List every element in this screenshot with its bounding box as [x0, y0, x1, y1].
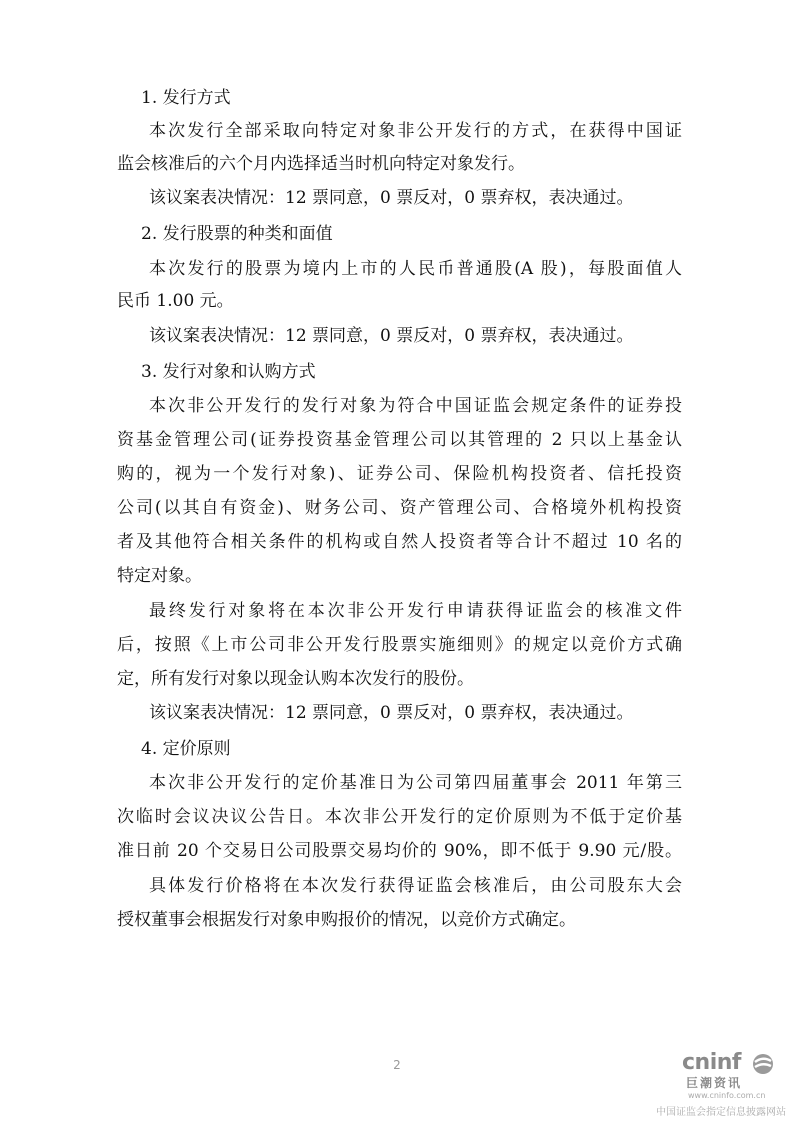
logo-chinese-name: 巨潮资讯 — [686, 1076, 743, 1090]
section-3-paragraph-line: 公司(以其自有资金)、财务公司、资产管理公司、合格境外机构投资 — [117, 498, 682, 518]
section-heading-3: 3. 发行对象和认购方式 — [141, 362, 316, 382]
section-3-vote-result: 该议案表决情况：12 票同意，0 票反对，0 票弃权，表决通过。 — [149, 703, 634, 723]
section-3-paragraph-line: 购的，视为一个发行对象)、证券公司、保险机构投资者、信托投资 — [117, 464, 682, 484]
logo-wordmark: cninf — [682, 1050, 741, 1075]
section-3-paragraph-line: 最终发行对象将在本次非公开发行申请获得证监会的核准文件 — [149, 601, 682, 621]
section-4-paragraph-line: 次临时会议决议公告日。本次非公开发行的定价原则为不低于定价基 — [117, 807, 682, 827]
section-2-vote-result: 该议案表决情况：12 票同意，0 票反对，0 票弃权，表决通过。 — [149, 326, 634, 346]
cninfo-swirl-icon — [751, 1053, 775, 1075]
section-2-paragraph-line: 民币 1.00 元。 — [117, 291, 234, 311]
section-3-paragraph-line: 定，所有发行对象以现金认购本次发行的股份。 — [117, 669, 474, 689]
section-1-paragraph-line: 本次发行全部采取向特定对象非公开发行的方式，在获得中国证 — [149, 121, 682, 141]
section-2-paragraph-line: 本次发行的股票为境内上市的人民币普通股(A 股)，每股面值人 — [149, 259, 682, 279]
section-4-paragraph-line: 本次非公开发行的定价基准日为公司第四届董事会 2011 年第三 — [149, 773, 682, 793]
section-3-paragraph-line: 后，按照《上市公司非公开发行股票实施细则》的规定以竞价方式确 — [117, 635, 682, 655]
section-heading-2: 2. 发行股票的种类和面值 — [141, 224, 333, 244]
logo-tagline: 中国证监会指定信息披露网站 — [656, 1107, 786, 1118]
section-3-paragraph-line: 本次非公开发行的发行对象为符合中国证监会规定条件的证券投 — [149, 396, 682, 416]
section-4-paragraph-line: 授权董事会根据发行对象申购报价的情况，以竞价方式确定。 — [117, 910, 576, 930]
logo-url: www.cninfo.com.cn — [688, 1091, 766, 1100]
section-4-paragraph-line: 准日前 20 个交易日公司股票交易均价的 90%，即不低于 9.90 元/股。 — [117, 841, 682, 861]
section-3-paragraph-line: 者及其他符合相关条件的机构或自然人投资者等合计不超过 10 名的 — [117, 532, 682, 552]
section-heading-4: 4. 定价原则 — [141, 739, 231, 759]
section-4-paragraph-line: 具体发行价格将在本次发行获得证监会核准后，由公司股东大会 — [149, 876, 682, 896]
section-1-paragraph-line: 监会核准后的六个月内选择适当时机向特定对象发行。 — [117, 154, 525, 174]
section-1-vote-result: 该议案表决情况：12 票同意，0 票反对，0 票弃权，表决通过。 — [149, 188, 634, 208]
section-heading-1: 1. 发行方式 — [141, 88, 231, 108]
section-3-paragraph-line: 特定对象。 — [117, 566, 202, 586]
section-3-paragraph-line: 资基金管理公司(证券投资基金管理公司以其管理的 2 只以上基金认 — [117, 430, 682, 450]
cninfo-watermark-logo — [656, 1050, 792, 1120]
page-number: 2 — [393, 1058, 401, 1072]
